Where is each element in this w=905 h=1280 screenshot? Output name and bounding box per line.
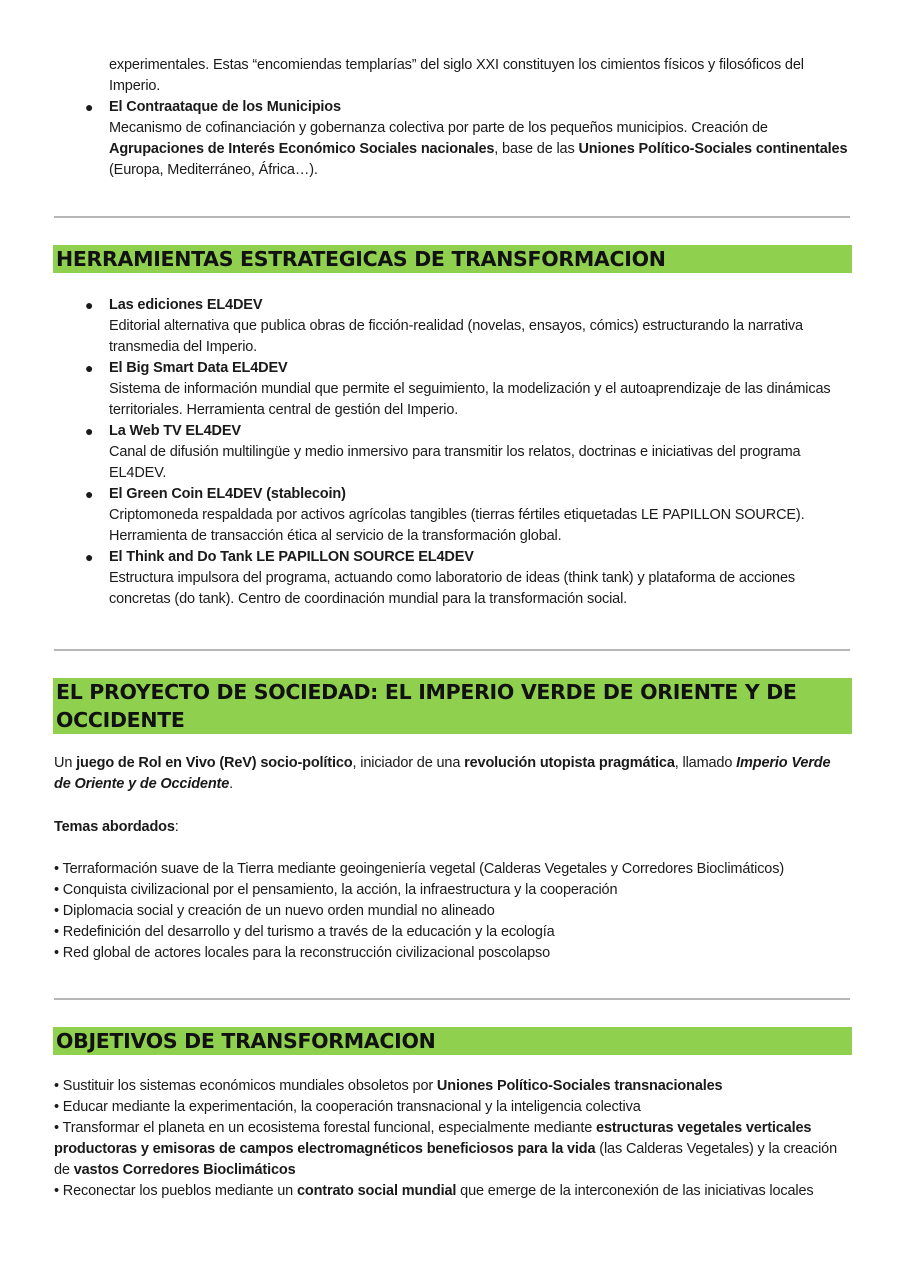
section-heading-objectives: OBJETIVOS DE TRANSFORMACION — [53, 1027, 852, 1055]
list-item: • Diplomacia social y creación de un nuevo orden mundial no alineado — [54, 903, 495, 919]
list-item — [85, 421, 850, 484]
list-item: • Reconectar los pueblos mediante un contrato social mundial que emerge de la interconexión de las iniciativas locales — [54, 1183, 814, 1199]
list-item: • Educar mediante la experimentación, la cooperación transnacional y la inteligencia colectiva — [54, 1099, 641, 1115]
item-title: La Web TV EL4DEV — [109, 423, 241, 439]
list-item: • Conquista civilizacional por el pensamiento, la acción, la infraestructura y la cooperación — [54, 882, 618, 898]
tools-list — [85, 295, 850, 610]
section-divider — [54, 649, 850, 651]
bullet-icon: ● — [85, 423, 94, 439]
list-item — [85, 97, 850, 181]
list-item: • Redefinición del desarrollo y del turismo a través de la educación y la ecología — [54, 924, 555, 940]
bullet-icon: ● — [85, 99, 94, 115]
list-item: • Transformar el planeta en un ecosistema forestal funcional, especialmente mediante estructuras vegetales verticales productoras y emisoras de campos electromagnéticos beneficiosos para la vida (las Calderas Vegetales) y la creación de vastos Corredores Bioclimáticos — [54, 1120, 837, 1178]
item-desc: Criptomoneda respaldada por activos agrícolas tangibles (tierras fértiles etiquetadas LE PAPILLON SOURCE). Herramienta de transacción ética al servicio de la transformación global. — [109, 507, 805, 544]
intro-continuation: experimentales. Estas “encomiendas templarías” del siglo XXI constituyen los cimientos físicos y filosóficos del Imperio. — [109, 57, 804, 94]
topics-list — [54, 859, 844, 964]
bullet-icon: ● — [85, 549, 94, 565]
item-desc: Canal de difusión multilingüe y medio inmersivo para transmitir los relatos, doctrinas e iniciativas del programa EL4DEV. — [109, 444, 801, 481]
list-item — [85, 358, 850, 421]
list-item — [85, 547, 850, 610]
list-item: • Red global de actores locales para la reconstrucción civilizacional poscolapso — [54, 945, 551, 961]
section-heading-project: EL PROYECTO DE SOCIEDAD: EL IMPERIO VERDE DE ORIENTE Y DE OCCIDENTE — [53, 678, 852, 734]
item-title: El Think and Do Tank LE PAPILLON SOURCE EL4DEV — [109, 549, 474, 565]
bullet-icon: ● — [85, 360, 94, 376]
topics-label: Temas abordados: — [54, 819, 179, 835]
section-heading-tools: HERRAMIENTAS ESTRATEGICAS DE TRANSFORMACION — [53, 245, 852, 273]
item-desc: Estructura impulsora del programa, actuando como laboratorio de ideas (think tank) y plataforma de acciones concretas (do tank). Centro de coordinación mundial para la transformación social. — [109, 570, 795, 607]
item-title: El Contraataque de los Municipios — [109, 99, 341, 115]
item-desc: Sistema de información mundial que permite el seguimiento, la modelización y el autoaprendizaje de las dinámicas territoriales. Herramienta central de gestión del Imperio. — [109, 381, 831, 418]
item-title: Las ediciones EL4DEV — [109, 297, 263, 313]
list-item — [85, 295, 850, 358]
section-divider — [54, 216, 850, 218]
list-item: • Terraformación suave de la Tierra mediante geoingeniería vegetal (Calderas Vegetales y Corredores Bioclimáticos) — [54, 861, 785, 877]
item-desc: Editorial alternativa que publica obras de ficción-realidad (novelas, ensayos, cómics) estructurando la narrativa transmedia del Imperio. — [109, 318, 803, 355]
objectives-list — [54, 1076, 844, 1202]
bullet-icon: ● — [85, 297, 94, 313]
item-title: El Green Coin EL4DEV (stablecoin) — [109, 486, 346, 502]
section-divider — [54, 998, 850, 1000]
intro-list — [85, 97, 850, 181]
list-item: • Sustituir los sistemas económicos mundiales obsoletos por Uniones Político-Sociales transnacionales — [54, 1078, 723, 1094]
bullet-icon: ● — [85, 486, 94, 502]
item-desc: Mecanismo de cofinanciación y gobernanza colectiva por parte de los pequeños municipios. Creación de Agrupaciones de Interés Económico Sociales nacionales, base de las Uniones Político-Sociales continentales (Europa, Mediterráneo, África…). — [109, 120, 848, 178]
item-title: El Big Smart Data EL4DEV — [109, 360, 288, 376]
list-item — [85, 484, 850, 547]
project-intro: Un juego de Rol en Vivo (ReV) socio-político, iniciador de una revolución utopista pragmática, llamado Imperio Verde de Oriente y de Occidente. — [54, 755, 831, 792]
